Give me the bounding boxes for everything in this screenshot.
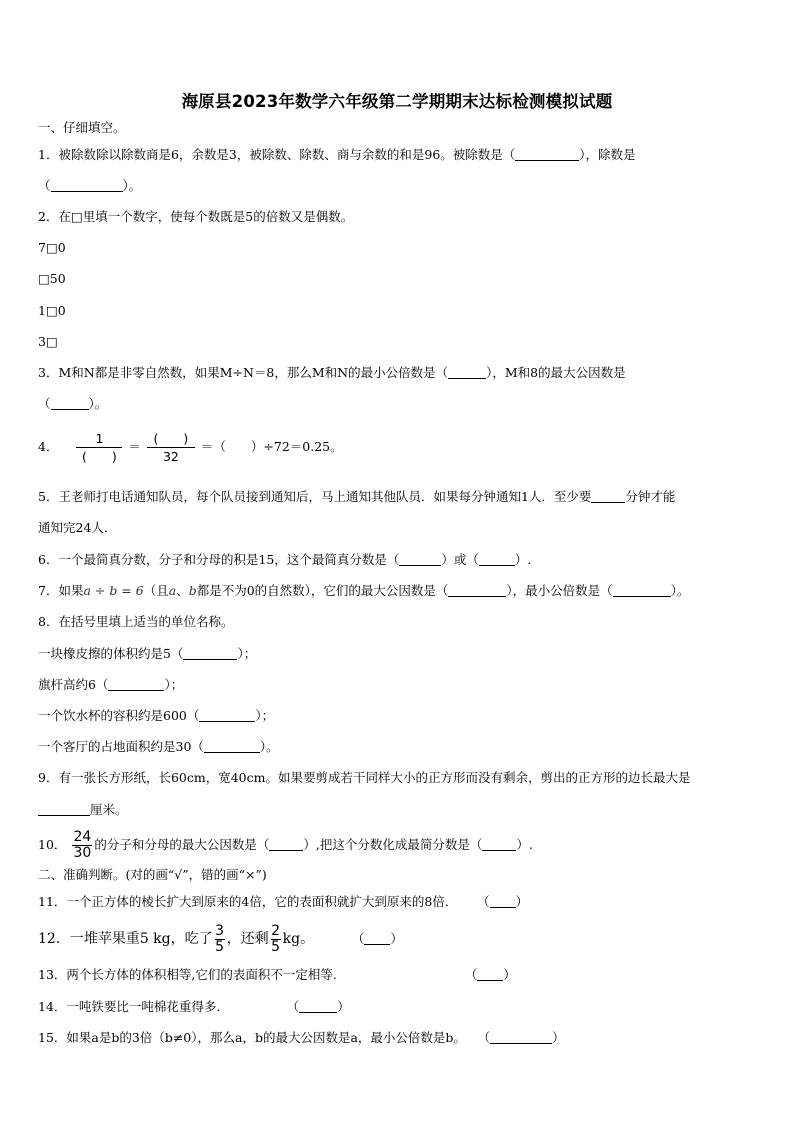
q2-item[interactable]: 7□0 bbox=[38, 240, 66, 255]
question-5-cont: 通知完24人． bbox=[38, 520, 117, 535]
math-expression: a ÷ b = 6 bbox=[83, 583, 144, 598]
question-14: 14．一吨铁要比一吨棉花重得多． （ ） bbox=[38, 999, 350, 1014]
q8-item: 一个客厅的占地面积约是30（ ）。 bbox=[38, 739, 279, 754]
q2-item[interactable]: □50 bbox=[38, 271, 66, 286]
question-3-cont: （ ）。 bbox=[38, 396, 108, 411]
question-3: 3．M和N都是非零自然数，如果M÷N＝8，那么M和N的最小公倍数是（ ），M和8的最大公因数是 bbox=[38, 365, 626, 380]
answer-blank[interactable] bbox=[448, 584, 506, 597]
answer-blank[interactable] bbox=[591, 490, 625, 503]
question-11: 11．一个正方体的棱长扩大到原来的4倍，它的表面积就扩大到原来的8倍． （ ） bbox=[38, 894, 529, 909]
answer-blank[interactable] bbox=[108, 678, 164, 691]
answer-blank[interactable] bbox=[51, 179, 123, 192]
question-12: 12．一堆苹果重5 kg，吃了 $\frac{3}{5}$ ，还剩 $\frac{2}{5}$ kg。 （ ） bbox=[38, 922, 403, 955]
question-4: 4． $\frac{1}{( )}$ ＝ $\frac{( )}{32}$ ＝（ ）÷72＝0.25。 bbox=[38, 431, 343, 464]
question-8: 8．在括号里填上适当的单位名称。 bbox=[38, 614, 234, 629]
question-6: 6．一个最简真分数，分子和分母的积是15，这个最简真分数是（ ）或（ ）. bbox=[38, 552, 532, 567]
fraction: $\frac{3}{5}$ bbox=[215, 922, 225, 955]
question-1: 1．被除数除以除数商是6，余数是3，被除数、除数、商与余数的和是96。被除数是（ ），除数是 bbox=[38, 147, 636, 162]
answer-blank[interactable] bbox=[448, 366, 486, 379]
judgement-blank[interactable] bbox=[490, 1031, 552, 1044]
q8-item: 一个饮水杯的容积约是600（ ）； bbox=[38, 708, 275, 723]
question-9-cont: 厘米。 bbox=[38, 802, 128, 818]
q2-item[interactable]: 3□ bbox=[38, 334, 58, 349]
q8-item: 旗杆高约6（ ）； bbox=[38, 677, 184, 692]
section-judgement: 二、准确判断。(对的画“√”，错的画“×”) bbox=[38, 867, 267, 882]
page-title: 海原县2023年数学六年级第二学期期末达标检测模拟试题 bbox=[181, 92, 613, 111]
question-5: 5．王老师打电话通知队员，每个队员接到通知后，马上通知其他队员．如果每分钟通知1人．至少要 分钟才能 bbox=[38, 489, 676, 504]
q8-item: 一块橡皮擦的体积约是5（ ）； bbox=[38, 646, 257, 661]
answer-blank[interactable] bbox=[38, 803, 90, 816]
answer-blank[interactable] bbox=[204, 740, 260, 753]
answer-blank[interactable] bbox=[515, 148, 579, 161]
answer-blank[interactable] bbox=[199, 709, 255, 722]
answer-blank[interactable] bbox=[269, 838, 303, 851]
question-1-cont: （ ）。 bbox=[38, 178, 142, 193]
fraction: $\frac{( )}{32}$ bbox=[147, 430, 195, 465]
judgement-blank[interactable] bbox=[364, 932, 390, 945]
question-7: 7．如果a ÷ b = 6（且a、b都是不为0的自然数），它们的最大公因数是（ ），最小公倍数是（ ）。 bbox=[38, 583, 690, 598]
judgement-blank[interactable] bbox=[490, 895, 516, 908]
answer-blank[interactable] bbox=[482, 838, 516, 851]
answer-blank[interactable] bbox=[479, 553, 515, 566]
fraction: $\frac{2}{5}$ bbox=[271, 922, 281, 955]
fraction: $\frac{24}{30}$ bbox=[73, 829, 92, 861]
question-10: 10． $\frac{24}{30}$ 的分子和分母的最大公因数是（ ）,把这个分数化成最简分数是（ ）. bbox=[38, 829, 533, 861]
fraction: $\frac{1}{( )}$ bbox=[76, 430, 122, 465]
question-2: 2．在□里填一个数字，使每个数既是5的倍数又是偶数。 bbox=[38, 209, 354, 224]
question-9: 9．有一张长方形纸，长60cm，宽40cm。如果要剪成若干同样大小的正方形而没有剩余，剪出的正方形的边长最大是 bbox=[38, 770, 691, 785]
q2-item[interactable]: 1□0 bbox=[38, 303, 66, 318]
answer-blank[interactable] bbox=[51, 397, 89, 410]
question-13: 13．两个长方体的体积相等,它们的表面积不一定相等. （ ） bbox=[38, 967, 516, 982]
judgement-blank[interactable] bbox=[477, 968, 503, 981]
section-fill-in: 一、仔细填空。 bbox=[38, 120, 126, 135]
answer-blank[interactable] bbox=[399, 553, 441, 566]
question-15: 15．如果a是b的3倍（b≠0），那么a，b的最大公因数是a，最小公倍数是b。 （ ） bbox=[38, 1030, 565, 1045]
answer-blank[interactable] bbox=[613, 584, 671, 597]
judgement-blank[interactable] bbox=[299, 1000, 337, 1013]
answer-blank[interactable] bbox=[183, 647, 237, 660]
